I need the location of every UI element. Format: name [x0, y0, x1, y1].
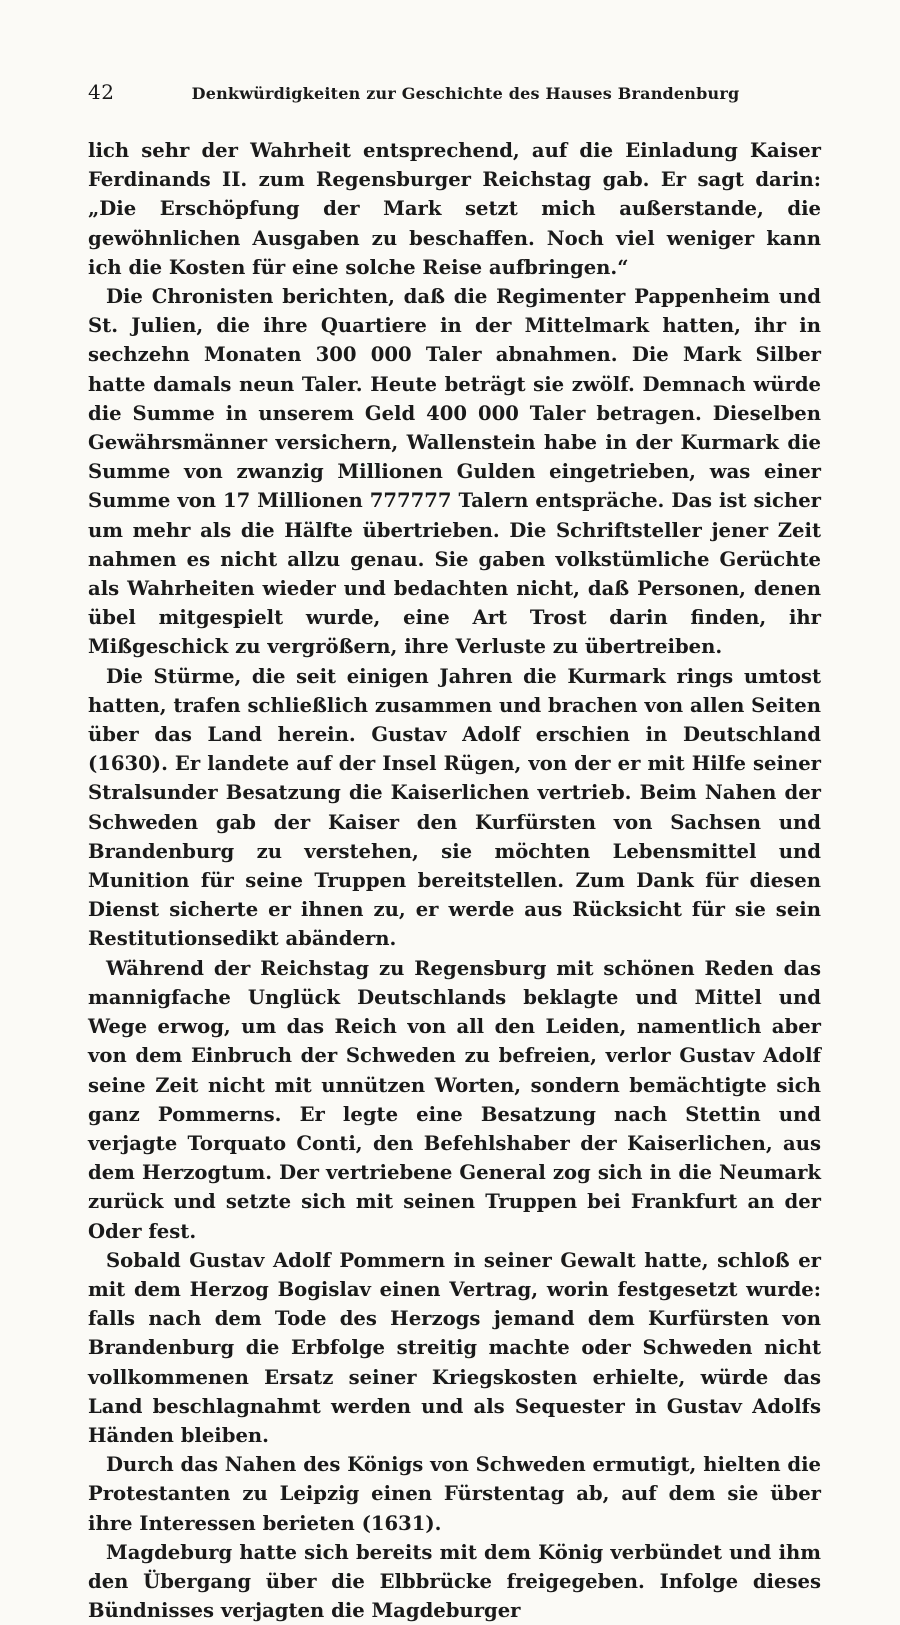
paragraph: lich sehr der Wahrheit entsprechend, auf die Einladung Kaiser Ferdinands II. zum Regensburger Reichstag gab. Er sagt darin: „Die Erschöpfung der Mark setzt mich außerstande, die gewöhnlichen Ausgaben zu beschaffen. Noch viel weniger kann ich die Kosten für eine solche Reise aufbringen.“: [88, 139, 821, 279]
page-number: 42: [88, 80, 115, 104]
paragraph: Die Chronisten berichten, daß die Regimenter Pappenheim und St. Julien, die ihre Quartiere in der Mittelmark hatten, ihr in sechzehn Monaten 300 000 Taler abnahmen. Die Mark Silber hatte damals neun Taler. Heute beträgt sie zwölf. Demnach würde die Summe in unserem Geld 400 000 Taler betragen. Dieselben Gewährsmänner versichern, Wallenstein habe in der Kurmark die Summe von zwanzig Millionen Gulden eingetrieben, was einer Summe von 17 Millionen 777777 Talern entspräche. Das ist sicher um mehr als die Hälfte übertrieben. Die Schriftsteller jener Zeit nahmen es nicht allzu genau. Sie gaben volkstümliche Gerüchte als Wahrheiten wieder und bedachten nicht, daß Personen, denen übel mitgespielt wurde, eine Art Trost darin finden, ihr Mißgeschick zu vergrößern, ihre Verluste zu übertreiben.: [88, 285, 821, 659]
paragraph: Die Stürme, die seit einigen Jahren die Kurmark rings umtost hatten, trafen schließlich zusammen und brachen von allen Seiten über das Land herein. Gustav Adolf erschien in Deutschland (1630). Er landete auf der Insel Rügen, von der er mit Hilfe seiner Stralsunder Besatzung die Kaiserlichen vertrieb. Beim Nahen der Schweden gab der Kaiser den Kurfürsten von Sachsen und Brandenburg zu verstehen, sie möchten Lebensmittel und Munition für seine Truppen bereitstellen. Zum Dank für diesen Dienst sicherte er ihnen zu, er werde aus Rücksicht für sie sein Restitutionsedikt abändern.: [88, 664, 821, 951]
paragraph: Während der Reichstag zu Regensburg mit schönen Reden das mannigfache Unglück Deutschlands beklagte und Mittel und Wege erwog, um das Reich von all den Leiden, namentlich aber von dem Einbruch der Schweden zu befreien, verlor Gustav Adolf seine Zeit nicht mit unnützen Worten, sondern bemächtigte sich ganz Pommerns. Er legte eine Besatzung nach Stettin und verjagte Torquato Conti, den Befehlshaber der Kaiserlichen, aus dem Herzogtum. Der vertriebene General zog sich in die Neumark zurück und setzte sich mit seinen Truppen bei Frankfurt an der Oder fest.: [88, 956, 821, 1243]
running-title: Denkwürdigkeiten zur Geschichte des Hauses Brandenburg: [191, 84, 740, 103]
paragraph: Magdeburg hatte sich bereits mit dem König verbündet und ihm den Übergang über die Elbbrücke freigegeben. Infolge dieses Bündnisses verjagten die Magdeburger: [88, 1540, 821, 1623]
paragraph: Sobald Gustav Adolf Pommern in seiner Gewalt hatte, schloß er mit dem Herzog Bogislav einen Vertrag, worin festgesetzt wurde: falls nach dem Tode des Herzogs jemand dem Kurfürsten von Brandenburg die Erbfolge streitig machte oder Schweden nicht vollkommenen Ersatz seiner Kriegskosten erhielte, würde das Land beschlagnahmt werden und als Sequester in Gustav Adolfs Händen bleiben.: [88, 1248, 821, 1447]
page: [88, 80, 821, 1625]
body-text: [88, 136, 821, 1625]
paragraph: Durch das Nahen des Königs von Schweden ermutigt, hielten die Protestanten zu Leipzig einen Fürstentag ab, auf dem sie über ihre Interessen berieten (1631).: [88, 1453, 821, 1535]
page-header: [88, 80, 821, 114]
